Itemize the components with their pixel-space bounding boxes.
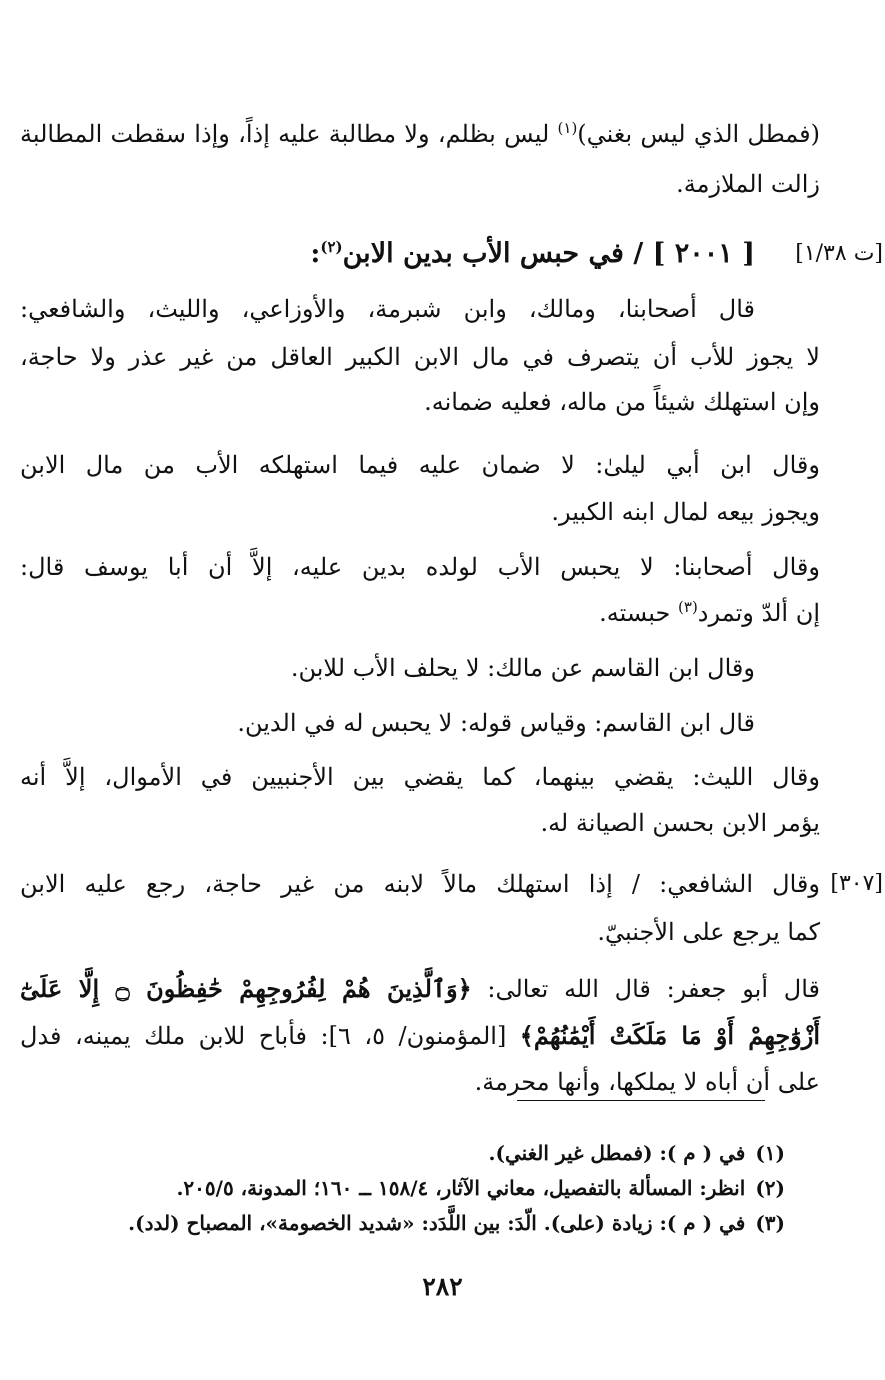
paragraph-2-line-1: قال أصحابنا، ومالك، وابن شبرمة، والأوزاعي، والليث، والشافعي: — [20, 295, 755, 323]
heading-colon: : — [310, 238, 321, 269]
footnote-number: (١) — [755, 1141, 785, 1165]
heading-number: [ ٢٠٠١ ] — [652, 238, 755, 269]
heading-title: في حبس الأب بدين الابن — [342, 238, 624, 269]
quran-verse: ﴿وَٱلَّذِينَ هُمْ لِفُرُوجِهِمْ حَٰفِظُونَ ۝ إِلَّا عَلَىٰٓ — [20, 974, 472, 1003]
footnote-number: (٣) — [755, 1211, 785, 1235]
footnote-separator — [517, 1100, 765, 1101]
section-heading — [310, 232, 755, 276]
paragraph-9-line-1 — [20, 967, 820, 1011]
margin-reference: [٣٠٧] — [830, 871, 883, 896]
footnote-text: انظر: المسألة بالتفصيل، معاني الآثار، ١٥٨/٤ ــ ١٦٠؛ المدونة، ٢٠٥/٥. — [176, 1176, 746, 1200]
paragraph-8-line-2: كما يرجع على الأجنبيّ. — [597, 918, 820, 946]
paragraph-1-line-2: زالت الملازمة. — [676, 170, 820, 198]
footnote-ref: (٢) — [320, 238, 343, 256]
paragraph-4-line-1: وقال أصحابنا: لا يحبس الأب لولده بدين عليه، إلاَّ أن أبا يوسف قال: — [20, 553, 820, 581]
paragraph-4-line-2 — [20, 591, 820, 635]
paragraph-7-line-1: وقال الليث: يقضي بينهما، كما يقضي بين الأجنبيين في الأموال، إلاَّ أنه — [20, 763, 820, 791]
paragraph-1-line-1 — [20, 112, 820, 156]
page-number: ٢٨٢ — [422, 1272, 463, 1301]
text-run: إن ألدّ وتمرد — [697, 599, 820, 627]
paragraph-9-line-2 — [20, 1014, 820, 1058]
paragraph-8-line-1: وقال الشافعي: / إذا استهلك مالاً لابنه من غير حاجة، رجع عليه الابن — [20, 870, 820, 898]
paragraph-2-line-3: وإن استهلك شيئاً من ماله، فعليه ضمانه. — [424, 388, 820, 416]
footnote — [176, 1171, 785, 1205]
paragraph-6-line-1: قال ابن القاسم: وقياس قوله: لا يحبس له في الدين. — [237, 709, 755, 737]
paragraph-3-line-2: ويجوز بيعه لمال ابنه الكبير. — [551, 498, 820, 526]
text-run: (فمطل الذي ليس بغني) — [577, 120, 820, 148]
text-run: قال أبو جعفر: قال الله تعالى: — [471, 975, 820, 1003]
heading-separator: / — [623, 238, 653, 269]
footnote-number: (٢) — [755, 1176, 785, 1200]
footnote-text: في ( م ): زيادة (على). الّدَ: بين اللَّدَد: «شديد الخصومة»، المصباح (لدد). — [128, 1211, 746, 1235]
margin-reference: [ت ١/٣٨] — [795, 241, 883, 266]
paragraph-5-line-1: وقال ابن القاسم عن مالك: لا يحلف الأب للابن. — [290, 654, 755, 682]
footnote-ref: (١) — [557, 119, 578, 137]
paragraph-2-line-2: لا يجوز للأب أن يتصرف في مال الابن الكبير العاقل من غير عذر ولا حاجة، — [20, 343, 820, 371]
footnote — [128, 1206, 785, 1240]
paragraph-7-line-2: يؤمر الابن بحسن الصيانة له. — [540, 809, 820, 837]
footnote — [489, 1136, 785, 1170]
paragraph-3-line-1: وقال ابن أبي ليلىٰ: لا ضمان عليه فيما استهلكه الأب من مال الابن — [20, 451, 820, 479]
footnote-text: في ( م ): (فمطل غير الغني). — [488, 1141, 746, 1165]
text-run: [المؤمنون/ ٥، ٦]: فأباح للابن ملك يمينه، فدل — [20, 1022, 520, 1050]
footnote-ref: (٣) — [678, 598, 698, 616]
text-run: حبسته. — [599, 599, 679, 627]
paragraph-9-line-3: على أن أباه لا يملكها، وأنها محرمة. — [474, 1068, 820, 1096]
text-run: ليس بظلم، ولا مطالبة عليه إذاً، وإذا سقطت المطالبة — [20, 120, 558, 148]
quran-verse: أَزْوَٰجِهِمْ أَوْ مَا مَلَكَتْ أَيْمَٰنُهُمْ﴾ — [519, 1021, 820, 1050]
